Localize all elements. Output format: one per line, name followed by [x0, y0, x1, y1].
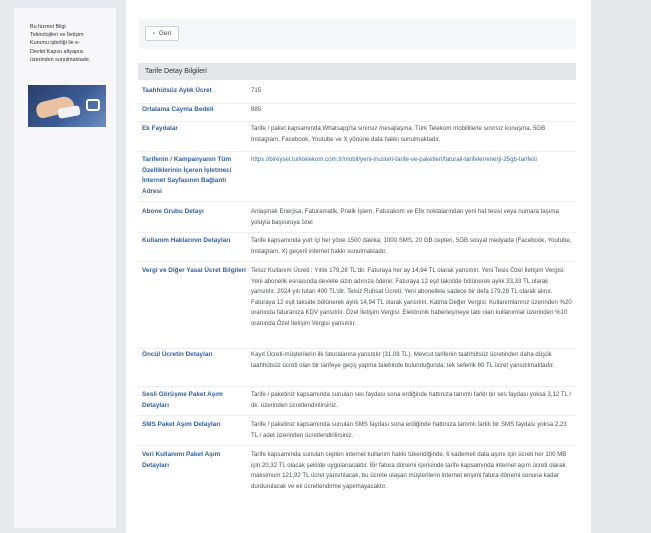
- toolbar: [139, 19, 576, 49]
- detail-label: Sesli Görüşme Paket Aşım Detayları: [142, 391, 223, 409]
- detail-value: Tarife / paket kapsamında Whatsapp'ta sınırsız mesajlaşma, Türk Telekom mobillilerle sınırsız konuşma, 5GB Instagram, Facebook, Youtube ve X yönüne data hakkı sunulmaktadır.: [251, 125, 546, 143]
- detail-value: Tarife kapsamında yurt içi her yöne 1500 dakika, 1000 SMS, 20 GB cepten, 5GB sosyal medyada (Facebook, Youtube, Instagram, X) geçerli internet hakkı sunulmaktadır.: [251, 237, 572, 255]
- detail-row: [138, 105, 576, 122]
- detail-row: [138, 236, 576, 262]
- back-button-label: Geri: [158, 30, 172, 37]
- back-button[interactable]: [145, 26, 179, 41]
- detail-row: [138, 390, 576, 416]
- detail-label: Vergi ve Diğer Yasal Ücret Bilgileri: [142, 267, 246, 274]
- left-column: [0, 0, 126, 533]
- main-content: [126, 0, 591, 533]
- detail-value: Anlaşmalı Enerjisa, Faturamatik, Pratik İşlem, Faturakom ve Efix noktalarından yeni hat tesisi veya numara taşıma yoluyla başvuruya özel: [251, 208, 559, 226]
- detail-row: [138, 86, 576, 104]
- detail-label: Kullanım Haklarının Detayları: [142, 237, 231, 244]
- detail-value: Tarife kapsamında sunulan cepten internet kullanım hakkı tükendiğinde, 6 kademeli data aşımı için ücreti her 100 MB için 20,32 TL olacak şekilde uygulanacaktır. Bir fatura dönemi içerisinde tarife kapsamında internet aşım ücreti olarak maksimum 121,92 TL ücret yansıtılacak, bu ücrete ulaşan müşterilerin internet erişimi fatura dönemi sonuna kadar durdurulacak ve ek ücretlendirme yapılmayacaktır.: [251, 451, 567, 490]
- detail-value: 715: [251, 87, 262, 94]
- right-column: [591, 0, 651, 533]
- detail-value: Tarife / paketiniz kapsamında sunulan SMS faydası sona erdiğinde hattınıza tanımlı farklı bir SMS faydası yoksa 2,23 TL / adet üzerinden ücretlendirilirsiniz.: [251, 421, 567, 439]
- service-notice: Bu hizmet Bilgi Teknolojileri ve İletişim Kurumu işbirliği ile e- Devlet Kapısı altyapısı üzerinden sunulmaktadır.: [30, 24, 91, 63]
- detail-row: [138, 155, 576, 202]
- detail-value: Kayıt Ücreti-müşterilerin ilk faturalarına yansıtılır (31,08 TL). Mevcut tarifenin taahhütsüz ücretinden daha düşük taahhütsüz ücreti olan bir tarifeye geçiş yapma talebinde bulunduğunda; tek seferlik 80 TL ücret yansıtılmaktadır.: [251, 351, 555, 369]
- detail-row: [138, 124, 576, 152]
- device-graphic: [57, 105, 80, 119]
- detail-value: 885: [251, 106, 262, 113]
- detail-value: Tarife / paketiniz kapsamında sunulan ses faydası sona erdiğinde hattınıza tanımlı farklı bir ses faydası yoksa 3,12 TL / dk. üzerinden ücretlendirilirsiniz.: [251, 391, 572, 409]
- detail-label: SMS Paket Aşım Detayları: [142, 421, 221, 428]
- detail-label: Veri Kullanımı Paket Aşım Detayları: [142, 451, 221, 469]
- detail-row: [138, 207, 576, 233]
- detail-value: Telsiz Kullanım Ücreti : Yıllık 179,28 TL'dir. Faturaya her ay 14,94 TL olarak yansıtılır. Yeni Tesis Özel İletişim Vergisi: Yeni abonelik esnasında devlete sizin adınıza ödenir. Faturaya 12 eşit taksitde bölünerek aylık 33,33 TL olarak yansıtılır. 2024 yılı tutarı 400 TL'dir. Telsiz Ruhsat Ücreti: Yeni abonelikte sadece bir defa 179,28 TL olarak alınır. Faturaya 12 eşit takside bölünerek aylık 14,94 TL olarak yansıtılır. Katma Değer Vergisi: Kullanımlarınız üzerinden %20 oranında faturanıza KDV yansıtılır. Özel İletişim Vergisi: Elektronik haberleşmeye tabi olan kullanımlar üzerinden %10 oranında Özel İletişim Vergisi yansıtılır.: [251, 267, 572, 327]
- detail-row: [138, 266, 576, 349]
- detail-row: [138, 450, 576, 510]
- detail-row: [138, 350, 576, 387]
- chevron-left-icon: ‹: [152, 30, 155, 37]
- detail-label: Tarifenin / Kampanyanın Tüm Özelliklerinin İçeren İşletmeci İnternet Sayfasının Bağlantı Adresi: [142, 156, 232, 195]
- detail-row: [138, 420, 576, 446]
- section-title: Tarife Detay Bilgileri: [138, 63, 576, 80]
- detail-label: Ortalama Cayma Bedeli: [142, 106, 214, 113]
- brand-mark-icon: [86, 99, 100, 111]
- detail-label: Abone Grubu Detayı: [142, 208, 204, 215]
- tariff-link[interactable]: https://bireysel.turktelekom.com.tr/mobil/yeni-musteri-tarife-ve-paketleri/faturali-tarifeler/enerji-25gb-tarifesi: [251, 156, 537, 163]
- detail-label: Öncül Ücretin Detayları: [142, 351, 213, 358]
- sidebar-panel: [14, 8, 116, 528]
- detail-label: Ek Faydalar: [142, 125, 178, 132]
- detail-label: Taahhütsüz Aylık Ücret: [142, 87, 212, 94]
- service-banner-image[interactable]: [28, 85, 106, 127]
